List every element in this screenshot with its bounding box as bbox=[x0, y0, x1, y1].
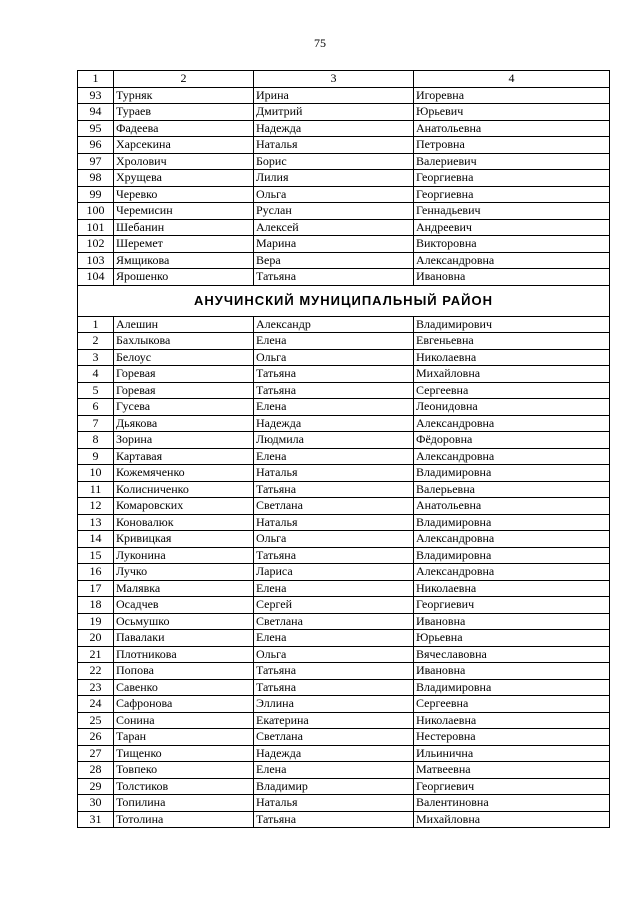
table-row bbox=[78, 137, 610, 154]
first-name-cell: Екатерина bbox=[254, 712, 414, 729]
first-name-cell: Эллина bbox=[254, 696, 414, 713]
patronymic-cell: Евгеньевна bbox=[414, 333, 610, 350]
table-row bbox=[78, 415, 610, 432]
patronymic-cell: Георгиевич bbox=[414, 597, 610, 614]
first-name-cell: Татьяна bbox=[254, 481, 414, 498]
surname-cell: Алешин bbox=[114, 316, 254, 333]
table-row bbox=[78, 630, 610, 647]
surname-cell: Сафронова bbox=[114, 696, 254, 713]
surname-cell: Ямщикова bbox=[114, 252, 254, 269]
row-number: 97 bbox=[78, 153, 114, 170]
surname-cell: Малявка bbox=[114, 580, 254, 597]
first-name-cell: Татьяна bbox=[254, 269, 414, 286]
row-number: 24 bbox=[78, 696, 114, 713]
table-row bbox=[78, 580, 610, 597]
row-number: 96 bbox=[78, 137, 114, 154]
row-number: 101 bbox=[78, 219, 114, 236]
surname-cell: Картавая bbox=[114, 448, 254, 465]
table-row bbox=[78, 498, 610, 515]
row-number: 93 bbox=[78, 87, 114, 104]
row-number: 15 bbox=[78, 547, 114, 564]
table-row bbox=[78, 531, 610, 548]
patronymic-cell: Фёдоровна bbox=[414, 432, 610, 449]
surname-cell: Бахлыкова bbox=[114, 333, 254, 350]
patronymic-cell: Матвеевна bbox=[414, 762, 610, 779]
row-number: 8 bbox=[78, 432, 114, 449]
row-number: 1 bbox=[78, 316, 114, 333]
first-name-cell: Алексей bbox=[254, 219, 414, 236]
first-name-cell: Татьяна bbox=[254, 547, 414, 564]
column-number: 2 bbox=[114, 71, 254, 88]
row-number: 20 bbox=[78, 630, 114, 647]
first-name-cell: Борис bbox=[254, 153, 414, 170]
row-number: 12 bbox=[78, 498, 114, 515]
first-name-cell: Наталья bbox=[254, 514, 414, 531]
table-row bbox=[78, 465, 610, 482]
table-row bbox=[78, 729, 610, 746]
surname-cell: Зорина bbox=[114, 432, 254, 449]
first-name-cell: Татьяна bbox=[254, 366, 414, 383]
table-row bbox=[78, 236, 610, 253]
patronymic-cell: Владимировна bbox=[414, 679, 610, 696]
patronymic-cell: Сергеевна bbox=[414, 696, 610, 713]
surname-cell: Попова bbox=[114, 663, 254, 680]
patronymic-cell: Валериевич bbox=[414, 153, 610, 170]
roster-table bbox=[77, 70, 610, 828]
table-row bbox=[78, 547, 610, 564]
table-row bbox=[78, 762, 610, 779]
patronymic-cell: Георгиевич bbox=[414, 778, 610, 795]
row-number: 21 bbox=[78, 646, 114, 663]
row-number: 3 bbox=[78, 349, 114, 366]
table-row bbox=[78, 349, 610, 366]
patronymic-cell: Михайловна bbox=[414, 811, 610, 828]
first-name-cell: Татьяна bbox=[254, 663, 414, 680]
table-row bbox=[78, 333, 610, 350]
page-number: 75 bbox=[314, 36, 326, 50]
row-number: 99 bbox=[78, 186, 114, 203]
table-row bbox=[78, 696, 610, 713]
surname-cell: Шебанин bbox=[114, 219, 254, 236]
surname-cell: Толстиков bbox=[114, 778, 254, 795]
patronymic-cell: Геннадьевич bbox=[414, 203, 610, 220]
first-name-cell: Ольга bbox=[254, 186, 414, 203]
surname-cell: Тураев bbox=[114, 104, 254, 121]
table-row bbox=[78, 316, 610, 333]
surname-cell: Колисниченко bbox=[114, 481, 254, 498]
row-number: 6 bbox=[78, 399, 114, 416]
patronymic-cell: Владимировна bbox=[414, 465, 610, 482]
surname-cell: Кривицкая bbox=[114, 531, 254, 548]
patronymic-cell: Георгиевна bbox=[414, 186, 610, 203]
surname-cell: Черемисин bbox=[114, 203, 254, 220]
first-name-cell: Ирина bbox=[254, 87, 414, 104]
table-row bbox=[78, 481, 610, 498]
patronymic-cell: Анатольевна bbox=[414, 120, 610, 137]
row-number: 14 bbox=[78, 531, 114, 548]
table-row bbox=[78, 712, 610, 729]
row-number: 11 bbox=[78, 481, 114, 498]
row-number: 95 bbox=[78, 120, 114, 137]
patronymic-cell: Ивановна bbox=[414, 269, 610, 286]
table-row bbox=[78, 646, 610, 663]
patronymic-cell: Ильинична bbox=[414, 745, 610, 762]
patronymic-cell: Михайловна bbox=[414, 366, 610, 383]
surname-cell: Таран bbox=[114, 729, 254, 746]
table-row bbox=[78, 399, 610, 416]
table-row bbox=[78, 679, 610, 696]
table-row bbox=[78, 120, 610, 137]
row-number: 31 bbox=[78, 811, 114, 828]
first-name-cell: Наталья bbox=[254, 465, 414, 482]
patronymic-cell: Валентиновна bbox=[414, 795, 610, 812]
row-number: 4 bbox=[78, 366, 114, 383]
table-row bbox=[78, 795, 610, 812]
first-name-cell: Ольга bbox=[254, 646, 414, 663]
patronymic-cell: Николаевна bbox=[414, 712, 610, 729]
table-row bbox=[78, 778, 610, 795]
row-number: 94 bbox=[78, 104, 114, 121]
roster-body bbox=[78, 71, 610, 828]
table-row bbox=[78, 432, 610, 449]
first-name-cell: Елена bbox=[254, 762, 414, 779]
surname-cell: Кожемяченко bbox=[114, 465, 254, 482]
patronymic-cell: Георгиевна bbox=[414, 170, 610, 187]
first-name-cell: Владимир bbox=[254, 778, 414, 795]
first-name-cell: Елена bbox=[254, 580, 414, 597]
surname-cell: Товпеко bbox=[114, 762, 254, 779]
table-row bbox=[78, 153, 610, 170]
row-number: 28 bbox=[78, 762, 114, 779]
column-number: 1 bbox=[78, 71, 114, 88]
row-number: 18 bbox=[78, 597, 114, 614]
patronymic-cell: Александровна bbox=[414, 448, 610, 465]
section-title: АНУЧИНСКИЙ МУНИЦИПАЛЬНЫЙ РАЙОН bbox=[78, 285, 610, 316]
row-number: 16 bbox=[78, 564, 114, 581]
patronymic-cell: Александровна bbox=[414, 415, 610, 432]
surname-cell: Шеремет bbox=[114, 236, 254, 253]
patronymic-cell: Леонидовна bbox=[414, 399, 610, 416]
surname-cell: Савенко bbox=[114, 679, 254, 696]
patronymic-cell: Валерьевна bbox=[414, 481, 610, 498]
row-number: 27 bbox=[78, 745, 114, 762]
column-number-row bbox=[78, 71, 610, 88]
row-number: 9 bbox=[78, 448, 114, 465]
first-name-cell: Вера bbox=[254, 252, 414, 269]
surname-cell: Топилина bbox=[114, 795, 254, 812]
patronymic-cell: Александровна bbox=[414, 564, 610, 581]
patronymic-cell: Андреевич bbox=[414, 219, 610, 236]
first-name-cell: Светлана bbox=[254, 613, 414, 630]
surname-cell: Тищенко bbox=[114, 745, 254, 762]
row-number: 102 bbox=[78, 236, 114, 253]
table-row bbox=[78, 170, 610, 187]
surname-cell: Луконина bbox=[114, 547, 254, 564]
table-row bbox=[78, 203, 610, 220]
column-number: 4 bbox=[414, 71, 610, 88]
section-row bbox=[78, 285, 610, 316]
table-row bbox=[78, 269, 610, 286]
row-number: 25 bbox=[78, 712, 114, 729]
surname-cell: Коновалюк bbox=[114, 514, 254, 531]
patronymic-cell: Сергеевна bbox=[414, 382, 610, 399]
patronymic-cell: Петровна bbox=[414, 137, 610, 154]
first-name-cell: Людмила bbox=[254, 432, 414, 449]
surname-cell: Белоус bbox=[114, 349, 254, 366]
patronymic-cell: Ивановна bbox=[414, 663, 610, 680]
first-name-cell: Наталья bbox=[254, 795, 414, 812]
table-row bbox=[78, 366, 610, 383]
first-name-cell: Марина bbox=[254, 236, 414, 253]
table-row bbox=[78, 104, 610, 121]
surname-cell: Ярошенко bbox=[114, 269, 254, 286]
row-number: 103 bbox=[78, 252, 114, 269]
surname-cell: Харсекина bbox=[114, 137, 254, 154]
patronymic-cell: Николаевна bbox=[414, 349, 610, 366]
first-name-cell: Александр bbox=[254, 316, 414, 333]
patronymic-cell: Юрьевна bbox=[414, 630, 610, 647]
row-number: 104 bbox=[78, 269, 114, 286]
row-number: 13 bbox=[78, 514, 114, 531]
table-row bbox=[78, 186, 610, 203]
table-row bbox=[78, 745, 610, 762]
first-name-cell: Лариса bbox=[254, 564, 414, 581]
surname-cell: Горевая bbox=[114, 382, 254, 399]
patronymic-cell: Анатольевна bbox=[414, 498, 610, 515]
row-number: 2 bbox=[78, 333, 114, 350]
row-number: 23 bbox=[78, 679, 114, 696]
surname-cell: Комаровских bbox=[114, 498, 254, 515]
first-name-cell: Надежда bbox=[254, 120, 414, 137]
first-name-cell: Елена bbox=[254, 333, 414, 350]
row-number: 7 bbox=[78, 415, 114, 432]
row-number: 100 bbox=[78, 203, 114, 220]
row-number: 26 bbox=[78, 729, 114, 746]
patronymic-cell: Викторовна bbox=[414, 236, 610, 253]
first-name-cell: Наталья bbox=[254, 137, 414, 154]
surname-cell: Павалаки bbox=[114, 630, 254, 647]
first-name-cell: Дмитрий bbox=[254, 104, 414, 121]
table-row bbox=[78, 219, 610, 236]
table-row bbox=[78, 252, 610, 269]
first-name-cell: Руслан bbox=[254, 203, 414, 220]
surname-cell: Лучко bbox=[114, 564, 254, 581]
row-number: 29 bbox=[78, 778, 114, 795]
first-name-cell: Светлана bbox=[254, 498, 414, 515]
first-name-cell: Ольга bbox=[254, 531, 414, 548]
row-number: 22 bbox=[78, 663, 114, 680]
patronymic-cell: Игоревна bbox=[414, 87, 610, 104]
row-number: 5 bbox=[78, 382, 114, 399]
surname-cell: Горевая bbox=[114, 366, 254, 383]
table-row bbox=[78, 613, 610, 630]
surname-cell: Осадчев bbox=[114, 597, 254, 614]
patronymic-cell: Вячеславовна bbox=[414, 646, 610, 663]
first-name-cell: Елена bbox=[254, 448, 414, 465]
patronymic-cell: Николаевна bbox=[414, 580, 610, 597]
surname-cell: Осьмушко bbox=[114, 613, 254, 630]
table-row bbox=[78, 448, 610, 465]
row-number: 10 bbox=[78, 465, 114, 482]
first-name-cell: Елена bbox=[254, 630, 414, 647]
surname-cell: Турняк bbox=[114, 87, 254, 104]
first-name-cell: Надежда bbox=[254, 415, 414, 432]
table-row bbox=[78, 597, 610, 614]
table-row bbox=[78, 811, 610, 828]
surname-cell: Дьякова bbox=[114, 415, 254, 432]
surname-cell: Хрущева bbox=[114, 170, 254, 187]
patronymic-cell: Владимировна bbox=[414, 514, 610, 531]
patronymic-cell: Владимировна bbox=[414, 547, 610, 564]
first-name-cell: Лилия bbox=[254, 170, 414, 187]
table-row bbox=[78, 663, 610, 680]
table-row bbox=[78, 382, 610, 399]
first-name-cell: Надежда bbox=[254, 745, 414, 762]
column-number: 3 bbox=[254, 71, 414, 88]
row-number: 19 bbox=[78, 613, 114, 630]
surname-cell: Плотникова bbox=[114, 646, 254, 663]
patronymic-cell: Александровна bbox=[414, 252, 610, 269]
surname-cell: Тотолина bbox=[114, 811, 254, 828]
patronymic-cell: Нестеровна bbox=[414, 729, 610, 746]
surname-cell: Фадеева bbox=[114, 120, 254, 137]
table-row bbox=[78, 87, 610, 104]
first-name-cell: Татьяна bbox=[254, 679, 414, 696]
first-name-cell: Елена bbox=[254, 399, 414, 416]
first-name-cell: Светлана bbox=[254, 729, 414, 746]
table-row bbox=[78, 564, 610, 581]
surname-cell: Сонина bbox=[114, 712, 254, 729]
surname-cell: Черевко bbox=[114, 186, 254, 203]
patronymic-cell: Владимирович bbox=[414, 316, 610, 333]
surname-cell: Хролович bbox=[114, 153, 254, 170]
patronymic-cell: Юрьевич bbox=[414, 104, 610, 121]
first-name-cell: Ольга bbox=[254, 349, 414, 366]
first-name-cell: Татьяна bbox=[254, 811, 414, 828]
first-name-cell: Татьяна bbox=[254, 382, 414, 399]
surname-cell: Гусева bbox=[114, 399, 254, 416]
table-row bbox=[78, 514, 610, 531]
patronymic-cell: Александровна bbox=[414, 531, 610, 548]
row-number: 98 bbox=[78, 170, 114, 187]
row-number: 30 bbox=[78, 795, 114, 812]
first-name-cell: Сергей bbox=[254, 597, 414, 614]
patronymic-cell: Ивановна bbox=[414, 613, 610, 630]
row-number: 17 bbox=[78, 580, 114, 597]
